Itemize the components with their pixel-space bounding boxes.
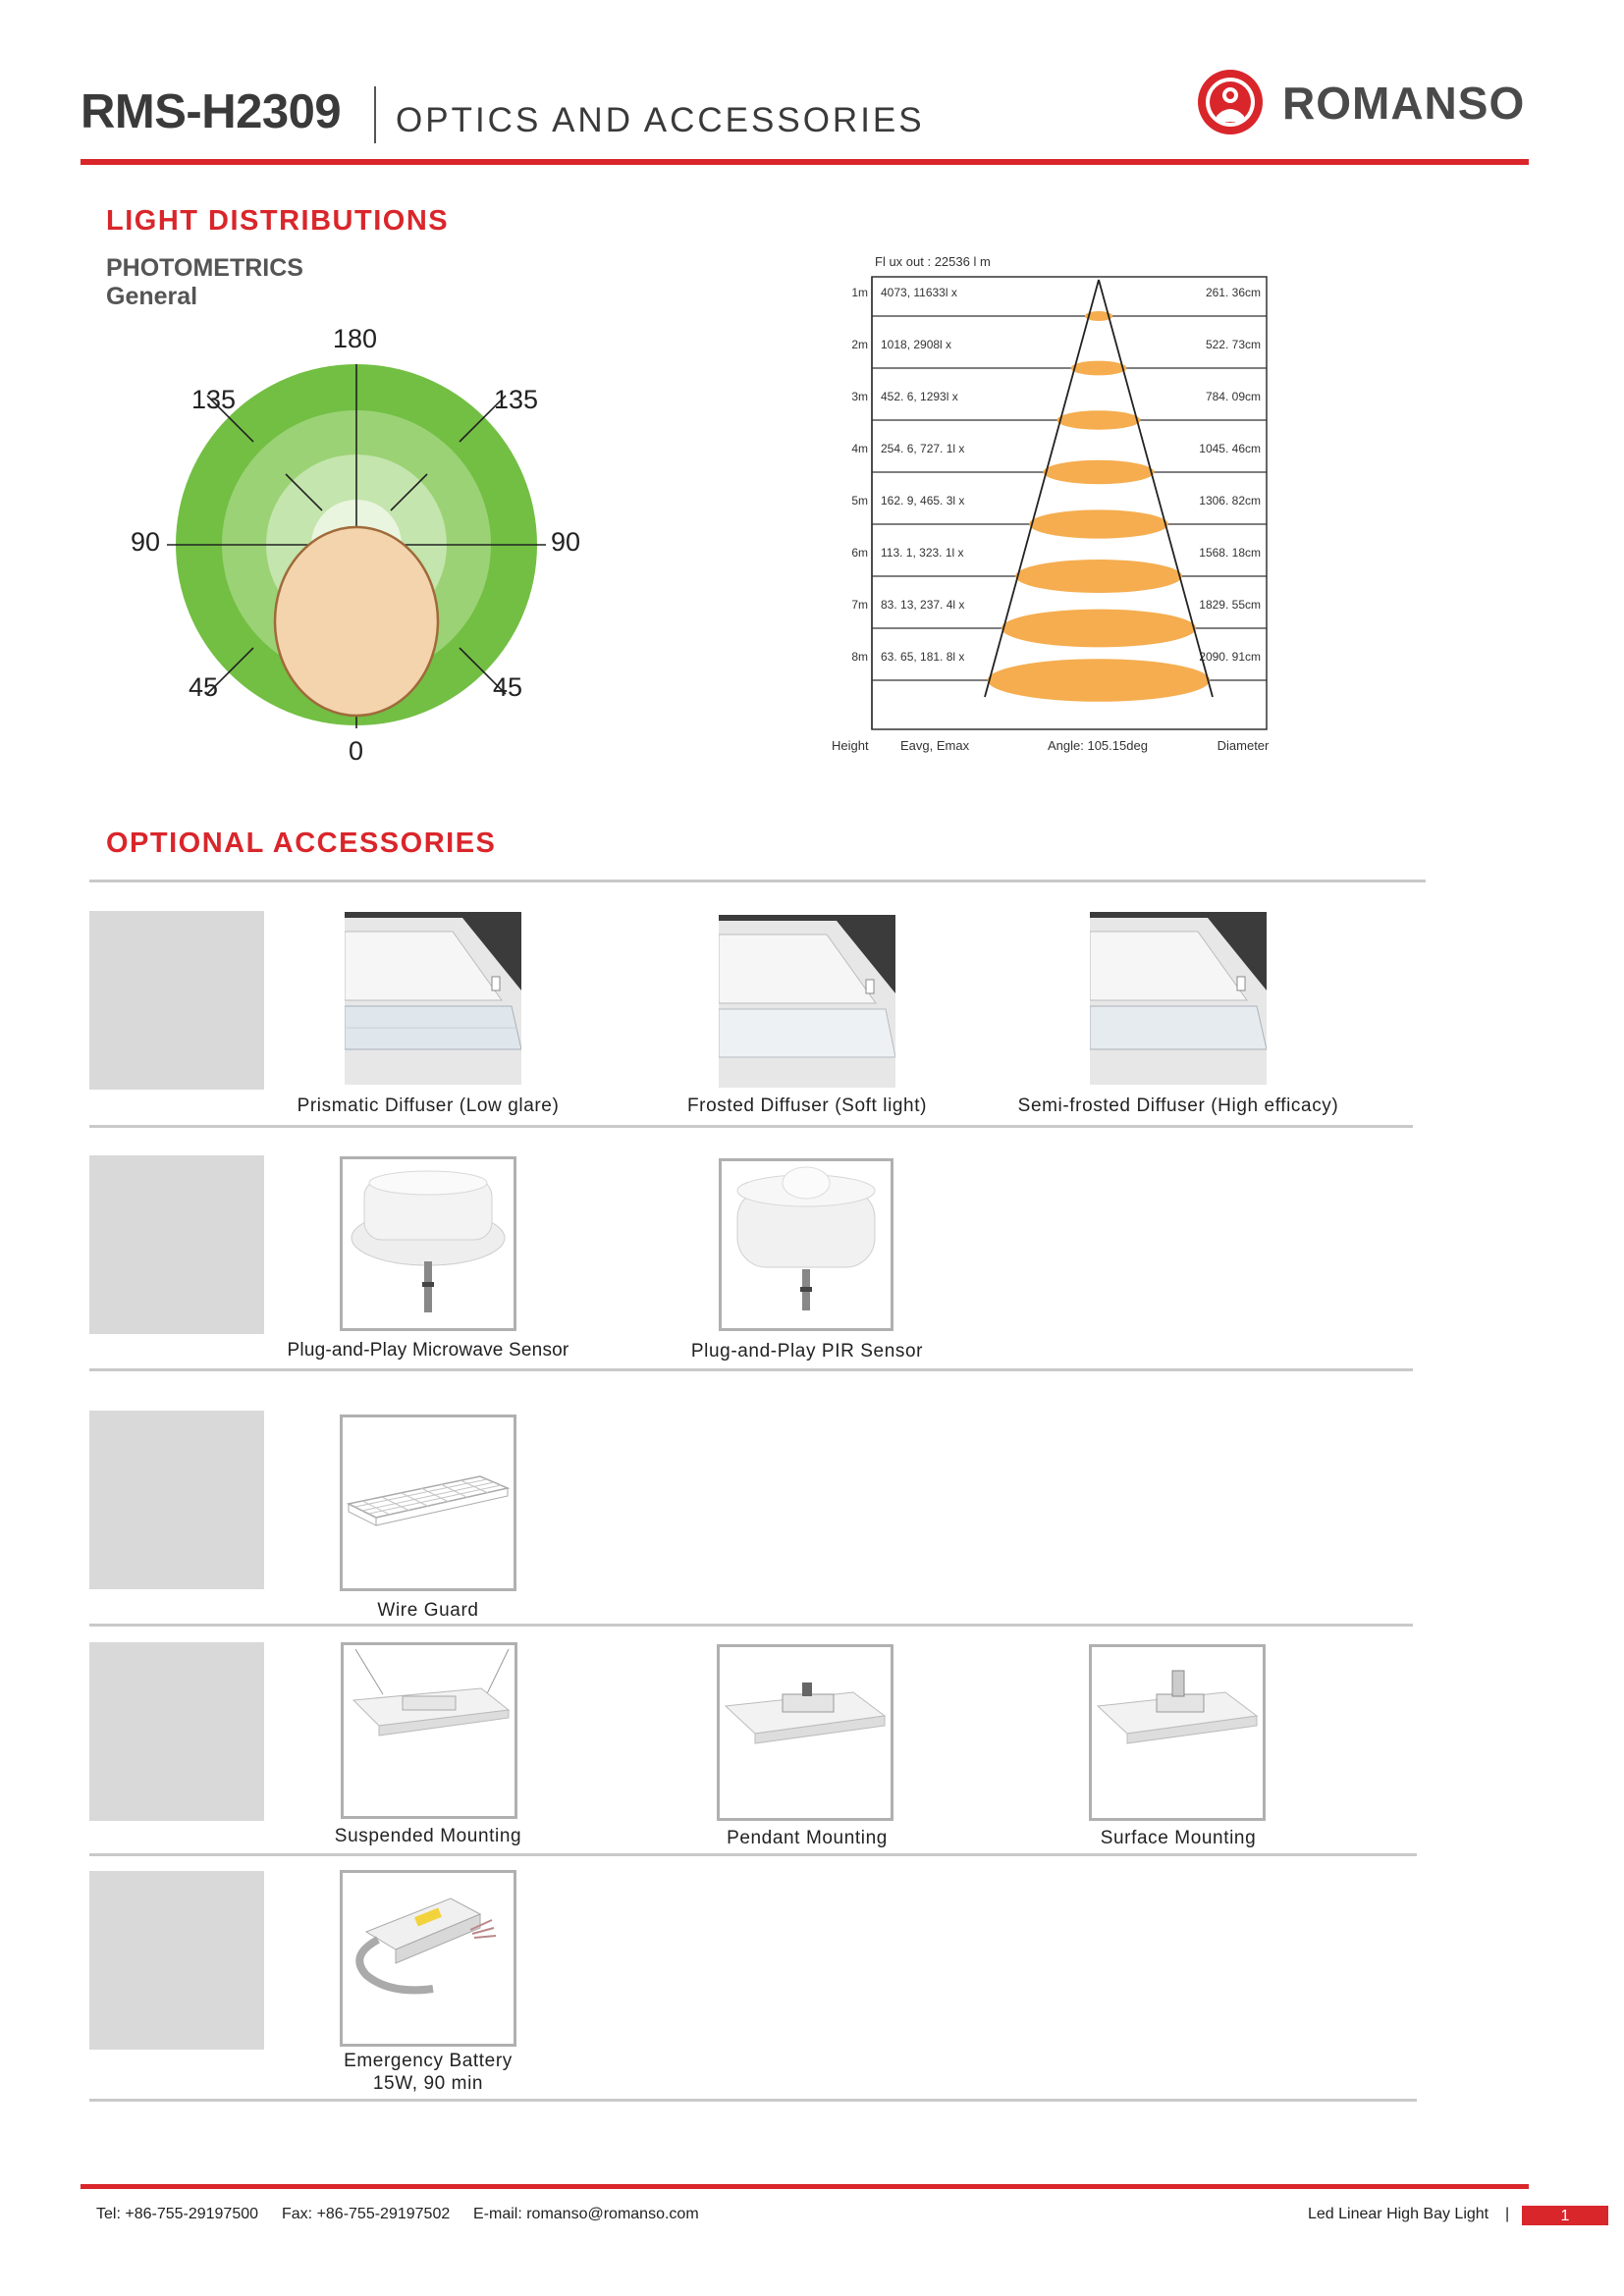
col-header-height: Height [832,738,869,753]
accessory-caption: Plug-and-Play PIR Sensor [690,1341,924,1362]
accessory-caption: Emergency Battery [344,2051,513,2071]
suspended-mounting-image [341,1642,517,1819]
accessory-caption: Plug-and-Play Microwave Sensor [287,1340,569,1361]
accessory-caption: Prismatic Diffuser (Low glare) [297,1095,560,1116]
page-number: 1 [1522,2206,1608,2225]
diameter-label: 261. 36cm [1205,286,1261,299]
prismatic-diffuser-image [345,912,521,1085]
header-divider [374,86,376,143]
illuminance-label: 452. 6, 1293l x [881,390,958,403]
height-label: 6m [851,546,868,560]
polar-label-0: 0 [349,736,364,766]
section-rule [89,880,1426,882]
footer-email[interactable]: E-mail: romanso@romanso.com [473,2206,699,2222]
illuminance-label: 113. 1, 323. 1l x [881,546,964,560]
accessory-caption: Surface Mounting [1100,1828,1257,1848]
illuminance-label: 162. 9, 465. 3l x [881,494,965,507]
height-label: 7m [851,598,868,612]
footer-rule [81,2184,1529,2189]
polar-label-135-left: 135 [191,385,237,414]
diameter-label: 2090. 91cm [1199,650,1261,664]
illuminance-label: 254. 6, 727. 1l x [881,442,965,455]
polar-label-90-right: 90 [551,527,581,557]
beam-ellipse [1015,560,1182,593]
footer-product: Led Linear High Bay Light [1308,2206,1489,2222]
beam-ellipse [1057,410,1141,430]
diameter-label: 1306. 82cm [1199,494,1261,507]
pir-sensor-image [719,1158,893,1331]
category-placeholder [89,1411,264,1589]
illuminance-label: 1018, 2908l x [881,338,952,351]
col-header-illuminance: Eavg, Emax [900,738,970,753]
pendant-mounting-image [717,1644,893,1821]
optional-accessories-title: OPTIONAL ACCESSORIES [106,828,497,859]
diameter-label: 784. 09cm [1205,390,1261,403]
beam-ellipse [988,659,1211,702]
emergency-battery-image [340,1870,516,2047]
height-label: 3m [851,390,868,403]
page-title: OPTICS AND ACCESSORIES [396,101,925,139]
header-rule [81,159,1529,165]
illuminance-cone-chart [825,250,1335,761]
row-rule [89,1853,1417,1856]
accessory-caption: Frosted Diffuser (Soft light) [686,1095,928,1116]
row-rule [89,1624,1413,1627]
accessory-caption: Semi-frosted Diffuser (High efficacy) [1017,1095,1339,1116]
row-rule [89,2099,1417,2102]
height-label: 2m [851,338,868,351]
flux-out-label: Fl ux out : 22536 l m [875,254,991,269]
accessory-caption: Suspended Mounting [334,1826,522,1846]
polar-label-45-left: 45 [189,672,219,702]
distribution-type-label: General [106,283,198,310]
polar-label-90-left: 90 [131,527,161,557]
beam-ellipse [1043,460,1154,484]
photometrics-label: PHOTOMETRICS [106,254,303,282]
category-placeholder [89,1155,264,1334]
beam-ellipse [1071,361,1127,376]
accessory-caption: Pendant Mounting [727,1828,888,1848]
diameter-label: 1045. 46cm [1199,442,1261,455]
height-label: 5m [851,494,868,507]
illuminance-label: 63. 65, 181. 8l x [881,650,965,664]
polar-label-180: 180 [333,324,378,353]
accessory-caption-detail: 15W, 90 min [372,2073,484,2094]
brand-name: ROMANSO [1282,78,1526,129]
row-rule [89,1125,1413,1128]
model-number: RMS-H2309 [81,85,342,138]
accessory-caption: Wire Guard [377,1600,479,1621]
category-placeholder [89,1871,264,2050]
brand-logo-icon [1194,65,1267,139]
polar-label-45-right: 45 [493,672,523,702]
diameter-label: 522. 73cm [1205,338,1261,351]
diameter-label: 1568. 18cm [1199,546,1261,560]
footer-fax: Fax: +86-755-29197502 [282,2206,451,2222]
beam-ellipse [1029,509,1168,538]
height-label: 4m [851,442,868,455]
light-distributions-title: LIGHT DISTRIBUTIONS [106,205,450,237]
category-placeholder [89,911,264,1090]
col-header-diameter: Diameter [1217,738,1270,753]
height-label: 1m [851,286,868,299]
height-label: 8m [851,650,868,664]
footer-divider: | [1505,2206,1510,2222]
beam-ellipse [1001,610,1196,648]
col-header-angle: Angle: 105.15deg [1048,738,1148,753]
polar-label-135-right: 135 [494,385,539,414]
semi-frosted-diffuser-image [1090,912,1267,1085]
microwave-sensor-image [340,1156,516,1331]
category-placeholder [89,1642,264,1821]
surface-mounting-image [1089,1644,1266,1821]
frosted-diffuser-image [719,915,895,1088]
row-rule [89,1368,1413,1371]
illuminance-label: 4073, 11633l x [881,286,957,299]
wire-guard-image [340,1415,516,1591]
illuminance-label: 83. 13, 237. 4l x [881,598,965,612]
footer-tel: Tel: +86-755-29197500 [96,2206,259,2222]
diameter-label: 1829. 55cm [1199,598,1261,612]
